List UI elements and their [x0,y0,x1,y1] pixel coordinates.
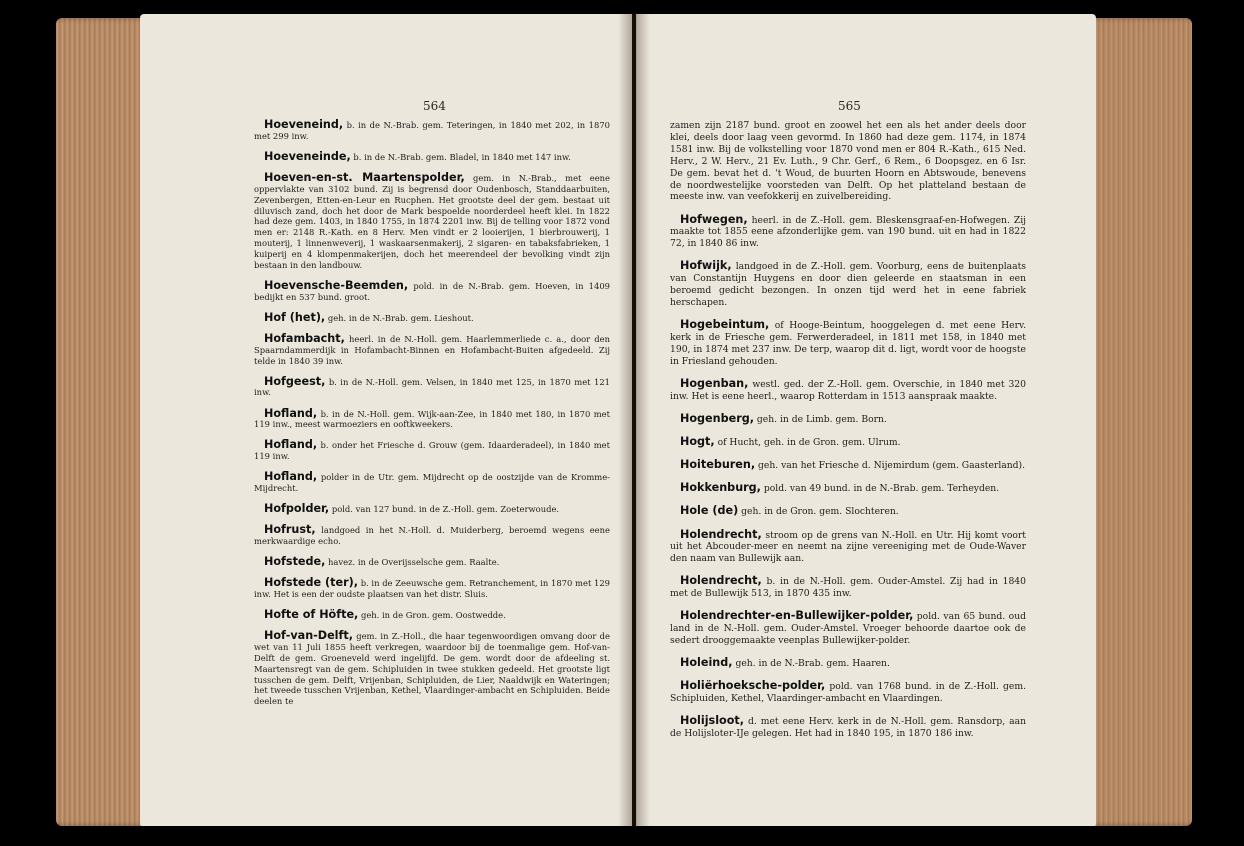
entry-headword: Hofwijk, [680,259,732,273]
entry-text: polder in de Utr. gem. Mijdrecht op de oostzijde van de Kromme-Mijdrecht. [254,472,610,494]
dictionary-entry [254,631,610,707]
entry-text: heerl. in de N.-Holl. gem. Haarlemmerliede c. a., door den Spaarndammerdijk in Hofambacht-Binnen en Hofambacht-Buiten afgedeeld. Zij telde in 1840 39 inw. [254,333,610,366]
entry-text: pold. van 1768 bund. in de Z.-Holl. gem. Schipluiden, Kethel, Vlaardinger-ambacht en Vlaardingen. [670,681,1026,705]
entry-text: pold. van 49 bund. in de N.-Brab. gem. Terheyden. [760,483,1000,495]
entry-text: gem. in N.-Brab., met eene oppervlakte van 3102 bund. Zij is begrensd door Oudenbosch, Standdaarbuiten, Zevenbergen, Etten-en-Leur en Rucphen. Het grootste deel der gem. bestaat uit diluvisch zand, doch het door de Mark bespoelde noorderdeel heeft klei. In 1822 had deze gem. 1403, in 1840 1755, in 1874 2201 inw. Bij de telling voor 1872 vond men er: 2148 R.-Kath. en 8 Herv. Men vindt er 2 looierijen, 1 bierbrouwerij, 1 mouterij, 1 linnenweverij, 1 waskaarsenmakerij, 2 sigaren- en tabaksfabrieken, 1 kuiperij en 4 klompenmakerijen, doch het meerendeel der bevolking vindt zijn bestaan in den landbouw. [254,172,610,270]
entry-headword: Hofte of Höfte, [264,608,359,622]
entry-text: of Hucht, geh. in de Gron. gem. Ulrum. [714,437,901,449]
entry-headword: Hogt, [680,435,715,449]
entry-headword: Hogenberg, [680,412,754,426]
entry-headword: Hofrust, [264,523,316,537]
entry-headword: Hofgeest, [264,374,326,388]
entry-text: pold. in de N.-Brab. gem. Hoeven, in 1409 bedijkt en 537 bund. groot. [254,280,610,302]
entry-text: geh. in de N.-Brab. gem. Haaren. [732,658,890,670]
right-page-edges [1080,18,1192,826]
dictionary-entry [254,578,610,600]
entry-text: b. in de N.-Brab. gem. Bladel, in 1840 met 147 inw. [350,151,571,162]
entry-headword: Hoeveneinde, [264,149,351,163]
entry-text: b. in de N.-Holl. gem. Wijk-aan-Zee, in 1840 met 180, in 1870 met 119 inw., meest warmoeziers en ooftkweekers. [254,408,610,430]
dictionary-entry [254,120,610,142]
entry-headword: Holendrecht, [680,574,762,588]
entry-headword: Hoiteburen, [680,458,756,472]
entry-headword: Hofstede, [264,555,326,569]
entry-text: d. met eene Herv. kerk in de N.-Holl. gem. Ransdorp, aan de Holijsloter-IJe gelegen. Het had in 1840 195, in 1870 186 inw. [670,716,1026,740]
dictionary-entry [670,529,1026,566]
entry-text: westl. ged. der Z.-Holl. gem. Overschie, in 1840 met 320 inw. Het is eene heerl., waarop Rotterdam in 1513 aanspraak maakte. [670,379,1026,402]
entry-headword: Hofstede (ter), [264,576,358,590]
entry-text: geh. van het Friesche d. Nijemirdum (gem. Gaasterland). [755,460,1026,472]
entry-text: heerl. in de Z.-Holl. gem. Bleskensgraaf-en-Hofwegen. Zij maakte tot 1855 eene afzonderlijke gem. van 190 bund. uit en had in 1822 72, in 1840 86 inw. [670,214,1026,250]
dictionary-entry [670,214,1026,251]
entry-headword: Hofpolder, [264,502,330,516]
entry-text: gem. in Z.-Holl., die haar tegenwoordigen omvang door de wet van 11 Juli 1855 heeft verkregen, waardoor bij de toenmalige gem. Hof-van-Delft de gem. Groeneveld werd ingelijfd. De gem. wordt door de afdeeling st. Maartensregt van de gem. Schipluiden in twee stukken gedeeld. Het grootste ligt tusschen de gem. Delft, Vrijenban, Schipluiden, de Lier, Naaldwijk en Wateringen; het tweede tusschen Vrijenban, Kethel, Vlaardinger-ambacht en Schipluiden. Beide deelen te [254,631,610,707]
dictionary-entry [670,459,1026,472]
dictionary-entry [670,378,1026,403]
left-page-number: 564 [423,99,446,113]
continuation-text: zamen zijn 2187 bund. groot en zoowel het een als het ander deels door klei, deels door laag veen gevormd. In 1860 had deze gem. 1174, in 1874 1581 inw. Bij de volkstelling voor 1870 vond men er 804 R.-Kath., 615 Ned. Herv., 2 W. Herv., 21 Ev. Luth., 9 Chr. Gerf., 6 Rem., 6 Doopsgez. en 6 Isr. De gem. bevat het d. 't Woud, de buurten Hoorn en Abtswoude, benevens de noordwestelijke voorsteden van Delft. Op het platteland bestaan de meeste inw. van veefokkerij en zuivelbereiding. [670,120,1026,203]
entry-headword: Hofwegen, [680,212,748,226]
dictionary-entry [670,436,1026,449]
dictionary-entry [670,657,1026,670]
dictionary-entry [254,504,610,515]
dictionary-entry [254,406,610,431]
entry-headword: Hogenban, [680,377,749,391]
dictionary-entry [670,715,1026,740]
entry-headword: Hof-van-Delft, [264,629,353,643]
dictionary-entry [254,440,610,462]
entry-text: geh. in de Gron. gem. Slochteren. [738,506,899,518]
entry-headword: Hoeven-en-st. Maartenspolder, [264,170,465,184]
entry-text: b. onder het Friesche d. Grouw (gem. Idaarderadeel), in 1840 met 119 inw. [254,440,610,462]
dictionary-entry [670,260,1026,309]
entry-headword: Hof (het), [264,310,326,324]
dictionary-entry [254,472,610,494]
entry-headword: Hofambacht, [264,331,345,345]
entry-text: havez. in de Overijsselsche gem. Raalte. [325,557,500,568]
dictionary-entry [254,278,610,303]
book-gutter [618,14,650,826]
entry-text: b. in de N.-Holl. gem. Ouder-Amstel. Zij had in 1840 met de Bullewijk 513, in 1870 435 inw. [670,576,1026,600]
entry-text: geh. in de N.-Brab. gem. Lieshout. [325,312,474,323]
dictionary-entry [670,505,1026,518]
dictionary-entry [254,374,610,399]
entry-headword: Hoevensche-Beemden, [264,278,409,292]
entry-text: geh. in de Gron. gem. Oostwedde. [358,610,506,621]
entry-text: pold. van 127 bund. in de Z.-Holl. gem. Zoeterwoude. [329,504,560,515]
dictionary-entry [670,482,1026,495]
entry-headword: Hofland, [264,406,318,420]
dictionary-entry [254,525,610,547]
entry-headword: Hofland, [264,438,318,452]
dictionary-entry [670,680,1026,705]
dictionary-entry [254,170,610,271]
dictionary-entry [254,149,610,163]
dictionary-entry [254,557,610,568]
entry-text: b. in de N.-Brab. gem. Teteringen, in 1840 met 202, in 1870 met 299 inw. [254,120,610,141]
entry-text: landgoed in het N.-Holl. d. Muiderberg, beroemd wegens eene merkwaardige echo. [254,525,610,547]
entry-headword: Hogebeintum, [680,318,770,332]
entry-text: landgoed in de Z.-Holl. gem. Voorburg, eens de buitenplaats van Constantijn Huygens en door dien geleerde en staatsman in een beroemd gedicht bezongen. In onzen tijd werd het in eene fabriek herschapen. [670,261,1026,309]
entry-text: b. in de N.-Holl. gem. Velsen, in 1840 met 125, in 1870 met 121 inw. [254,376,610,398]
entry-text: pold. van 65 bund. oud land in de N.-Holl. gem. Ouder-Amstel. Vroeger behoorde daartoe ook de sedert drooggemaakte veenplas Bullewijker-polder. [670,611,1026,647]
entry-headword: Hokkenburg, [680,481,761,495]
entry-headword: Hofland, [264,470,318,484]
right-page-number: 565 [838,99,861,113]
entry-text: geh. in de Limb. gem. Born. [753,414,887,426]
entry-headword: Holiërhoeksche-polder, [680,679,826,693]
entry-text: of Hooge-Beintum, hooggelegen d. met eene Herv. kerk in de Friesche gem. Ferwerderadeel, in 1811 met 158, in 1840 met 190, in 1874 met 237 inw. De terp, waarop dit d. ligt, wordt voor de hoogste in Friesland gehouden. [670,320,1026,367]
dictionary-entry [254,331,610,367]
dictionary-entry [670,575,1026,600]
entry-text: b. in de Zeeuwsche gem. Retranchement, in 1870 met 129 inw. Het is een der oudste plaatsen van het distr. Sluis. [254,578,610,600]
entry-headword: Holeind, [680,656,733,670]
left-column [254,120,610,717]
dictionary-entry [670,610,1026,647]
dictionary-entry [254,610,610,621]
dictionary-entry [670,319,1026,368]
entry-headword: Hole (de) [680,504,739,518]
entry-headword: Hoeveneind, [264,118,344,131]
dictionary-entry [254,310,610,324]
right-column [670,120,1026,750]
entry-headword: Holendrecht, [680,527,762,541]
entry-headword: Holendrechter-en-Bullewijker-polder, [680,609,914,623]
entry-text: stroom op de grens van N.-Holl. en Utr. Hij komt voort uit het Abcouder-meer en neemt na zijne vereeniging met de Oude-Waver den naam van Bullewijk aan. [670,529,1026,565]
dictionary-entry [670,413,1026,426]
entry-headword: Holijsloot, [680,714,745,728]
